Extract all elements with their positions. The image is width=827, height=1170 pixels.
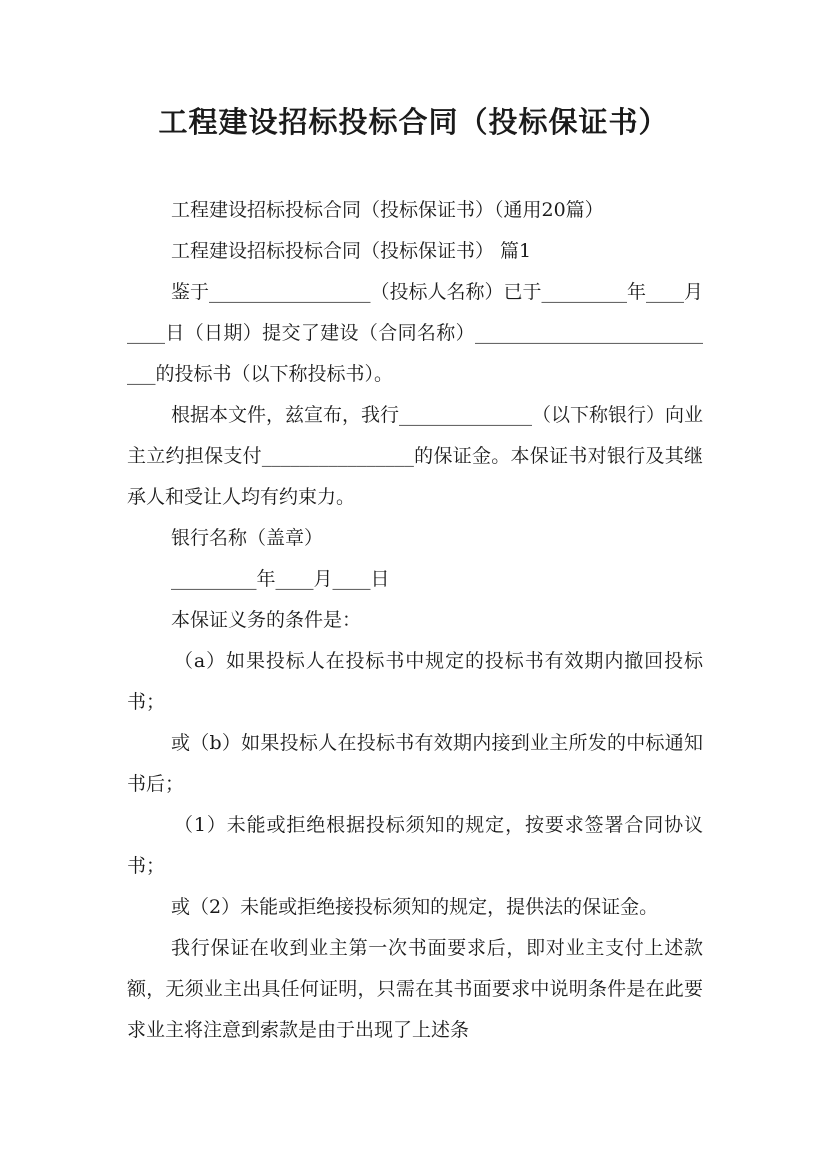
document-body [127,190,703,1051]
paragraph-conditions-intro: 本保证义务的条件是： [171,609,362,631]
paragraph-condition-1: （1）未能或拒绝根据投标须知的规定，按要求签署合同协议书； [127,814,703,877]
paragraph-declaration: 根据本文件，兹宣布，我行______________（以下称银行）向业主立约担保支付________________的保证金。本保证书对银行及其继承人和受让人均有约束力。 [127,404,704,508]
paragraph-condition-b: 或（b）如果投标人在投标书有效期内接到业主所发的中标通知书后； [127,732,703,795]
paragraph-bank-name: 银行名称（盖章） [171,527,324,549]
paragraph-date-line: _________年____月____日 [171,568,390,590]
paragraph-condition-2: 或（2）未能或拒绝接投标须知的规定，提供法的保证金。 [171,896,659,918]
paragraph-whereas: 鉴于_________________（投标人名称）已于_________年____月____日（日期）提交了建设（合同名称）___________________________的投标书（以下称投标书）。 [127,281,704,385]
paragraph-section-heading: 工程建设招标投标合同（投标保证书） 篇1 [171,240,532,262]
paragraph-subtitle: 工程建设招标投标合同（投标保证书）（通用20篇） [171,199,604,221]
paragraph-condition-a: （a）如果投标人在投标书中规定的投标书有效期内撤回投标书； [127,650,703,713]
document-title: 工程建设招标投标合同（投标保证书） [158,105,669,139]
paragraph-guarantee: 我行保证在收到业主第一次书面要求后，即对业主支付上述款额，无须业主出具任何证明，只需在其书面要求中说明条件是在此要求业主将注意到索款是由于出现了上述条 [127,937,703,1041]
